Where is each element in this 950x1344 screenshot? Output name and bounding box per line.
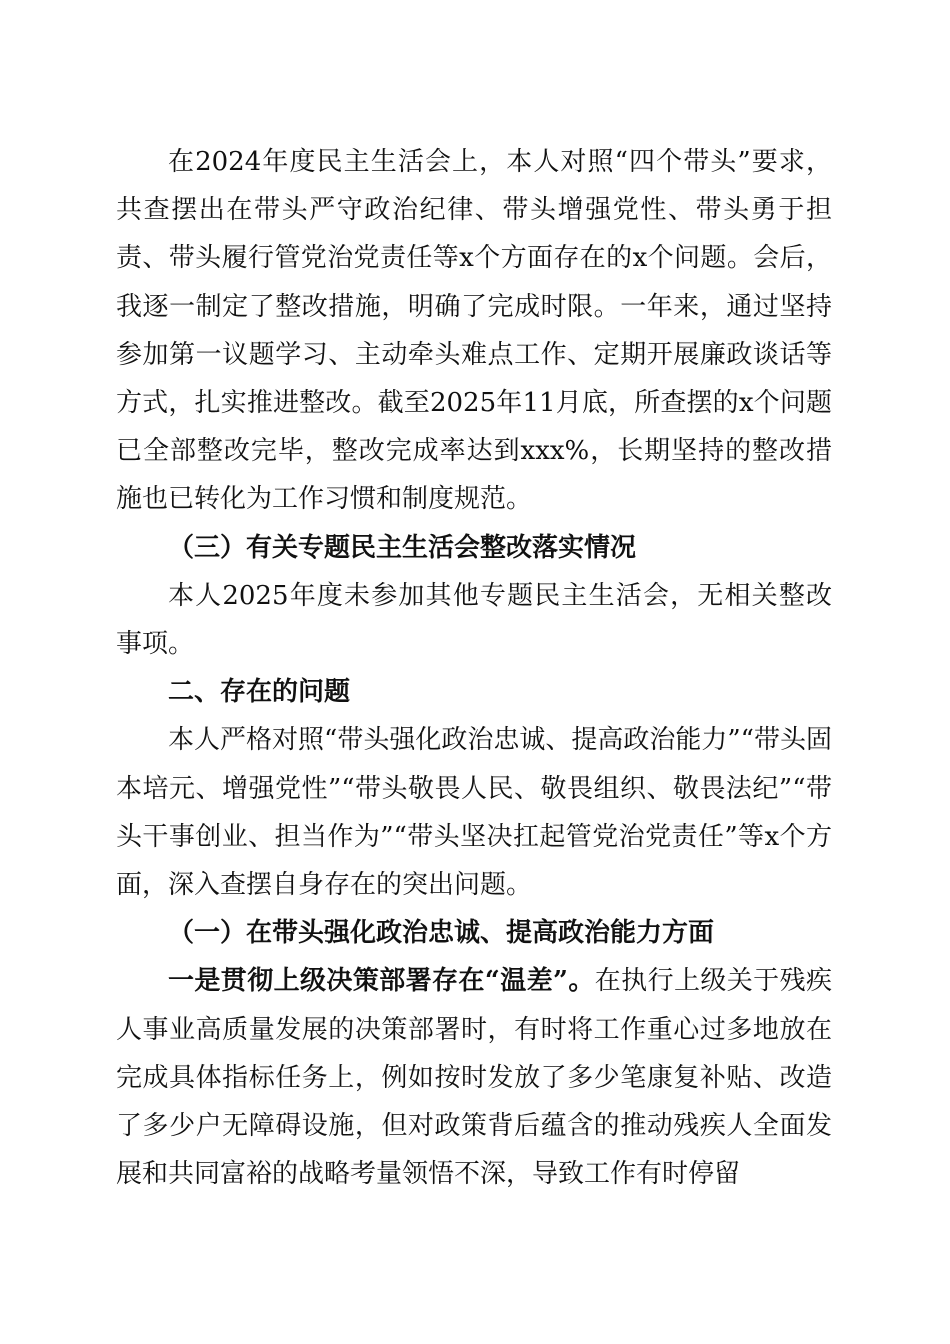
first-problem-lead: 一是贯彻上级决策部署存在“温差”。: [168, 966, 595, 997]
first-problem-body: 在执行上级关于残疾人事业高质量发展的决策部署时，有时将工作重心过多地放在完成具体指标任务上，例如按时发放了多少笔康复补贴、改造了多少户无障碍设施，但对政策背后蕴含的推动残疾人全面发展和共同富裕的战略考量领悟不深，导致工作有时停留: [116, 966, 832, 1190]
paragraph-first-problem: [116, 957, 832, 1198]
paragraph-problem-review: 本人严格对照“带头强化政治忠诚、提高政治能力”“带头固本培元、增强党性”“带头敬畏人民、敬畏组织、敬畏法纪”“带头干事创业、担当作为”“带头坚决扛起管党治党责任”等x个方面，深入查摆自身存在的突出问题。: [116, 725, 832, 901]
subheading-political-loyalty: （一）在带头强化政治忠诚、提高政治能力方面: [168, 918, 715, 949]
document-body: [116, 138, 832, 1198]
paragraph-no-special-meeting: 本人2025年度未参加其他专题民主生活会，无相关整改事项。: [116, 580, 832, 660]
section-heading-existing-problems: 二、存在的问题: [168, 677, 351, 708]
paragraph-rectification-summary: 在2024年度民主生活会上，本人对照“四个带头”要求，共查摆出在带头严守政治纪律、带头增强党性、带头勇于担责、带头履行管党治党责任等x个方面存在的x个问题。会后，我逐一制定了整改措施，明确了完成时限。一年来，通过坚持参加第一议题学习、主动牵头难点工作、定期开展廉政谈话等方式，扎实推进整改。截至2025年11月底，所查摆的x个问题已全部整改完毕，整改完成率达到xxx%，长期坚持的整改措施也已转化为工作习惯和制度规范。: [116, 147, 832, 515]
subheading-special-meeting-rectification: （三）有关专题民主生活会整改落实情况: [168, 532, 637, 563]
